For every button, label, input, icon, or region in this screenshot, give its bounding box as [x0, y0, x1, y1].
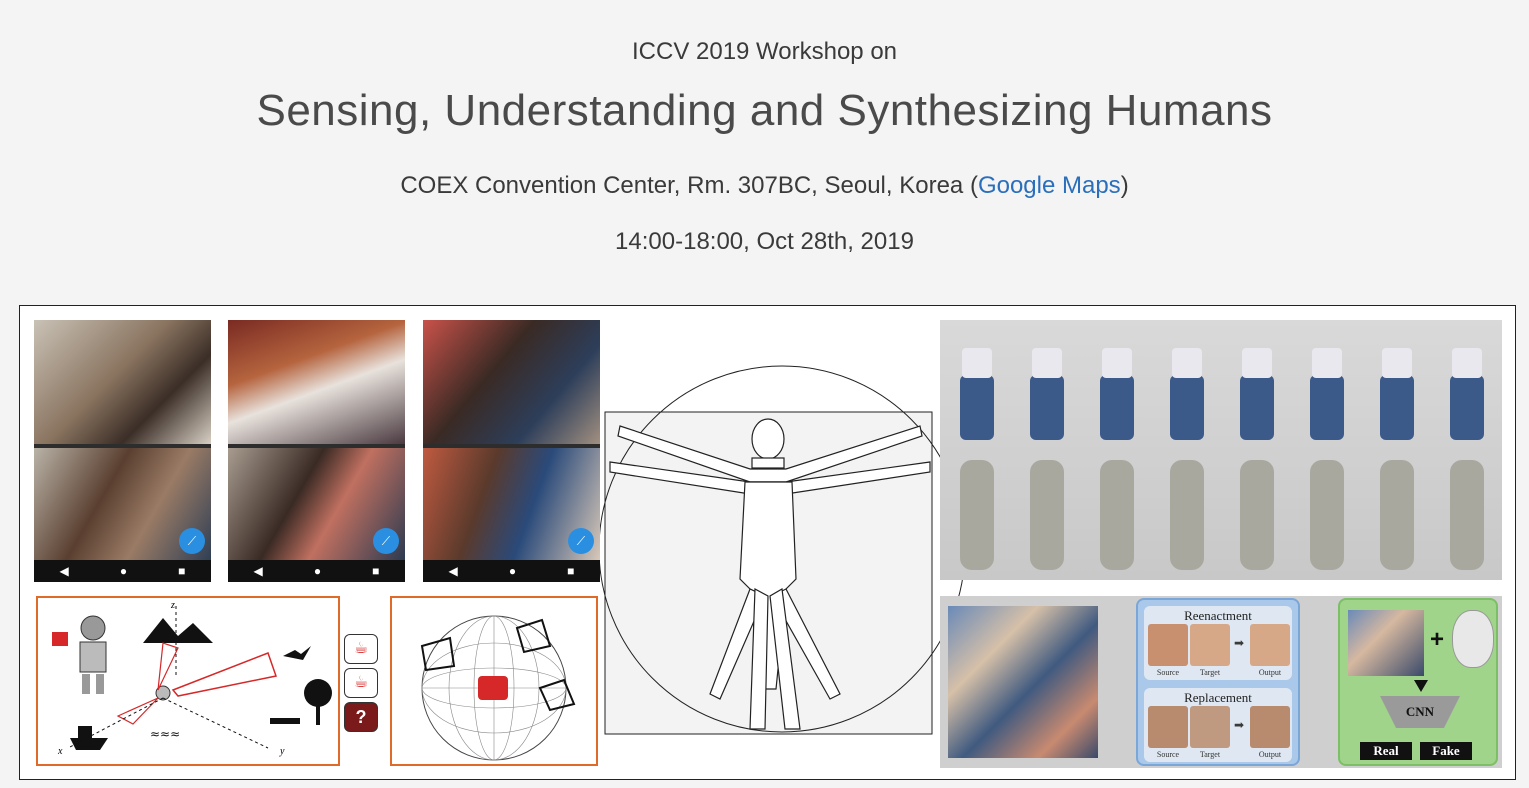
plus-sign: + [1430, 626, 1445, 653]
back-icon: ◀ [253, 564, 263, 578]
android-navbar [423, 560, 600, 582]
down-arrow-icon [1414, 680, 1428, 692]
output-caption: Output [1258, 668, 1282, 677]
share-icon: ⟋ [568, 528, 594, 554]
news-photo-collage [948, 606, 1098, 758]
tree-icon [304, 679, 332, 707]
venue-line [0, 172, 1529, 200]
cup-option-button: ☕ [344, 668, 378, 698]
output-face [1250, 624, 1290, 666]
face-forgery-pipeline [940, 596, 1502, 768]
cnn-classifier-panel [1338, 598, 1498, 766]
phone-screenshot-1 [34, 320, 211, 582]
view-frustum [173, 653, 276, 696]
cnn-label: CNN [1405, 704, 1435, 719]
fake-label: Fake [1420, 742, 1472, 760]
source-face [1148, 706, 1188, 748]
family-photo [228, 320, 405, 444]
family-photo [423, 320, 600, 444]
viewpoint-sphere-diagram [390, 596, 598, 766]
bench-icon [270, 718, 300, 724]
venue-text: COEX Convention Center, Rm. 307BC, Seoul, Korea ( [400, 172, 978, 199]
back-icon: ◀ [448, 564, 458, 578]
y-axis-label: y [280, 746, 285, 757]
target-face [1190, 624, 1230, 666]
x-axis-label: x [58, 746, 63, 757]
robot-icon [52, 616, 106, 694]
source-caption: Source [1156, 750, 1180, 759]
replacement-box [1144, 688, 1292, 762]
human-body-shape-grid [940, 320, 1502, 580]
target-caption: Target [1199, 668, 1221, 677]
home-icon: ● [508, 564, 517, 578]
android-navbar [228, 560, 405, 582]
camera-diagram-svg [38, 598, 338, 764]
workshop-subtitle: ICCV 2019 Workshop on [631, 38, 898, 65]
output-caption: Output [1258, 750, 1282, 759]
share-icon: ⟋ [373, 528, 399, 554]
reenactment-replacement-panel [1136, 598, 1300, 766]
real-label: Real [1360, 742, 1412, 760]
target-caption: Target [1199, 750, 1221, 759]
share-icon: ⟋ [179, 528, 205, 554]
banner-image [19, 305, 1516, 780]
phone-screenshot-2 [228, 320, 405, 582]
source-face [1148, 624, 1188, 666]
camera-icon [517, 620, 550, 652]
bird-icon [283, 646, 311, 660]
back-icon: ◀ [59, 564, 69, 578]
vitruvian-man-illustration [600, 334, 970, 754]
z-axis-label: z [171, 600, 175, 611]
cup-icon [478, 676, 508, 700]
target-face [1190, 706, 1230, 748]
recent-icon: ■ [567, 564, 575, 578]
family-photo [34, 320, 211, 444]
camera-icon [540, 680, 574, 710]
output-face [1250, 706, 1290, 748]
vitruvian-svg [600, 334, 970, 754]
fake-image-collage [1348, 610, 1424, 676]
reenactment-box [1144, 606, 1292, 680]
home-icon: ● [119, 564, 128, 578]
replacement-label: Replacement [1184, 690, 1252, 705]
recent-icon: ■ [178, 564, 186, 578]
mountain-icon [143, 618, 213, 643]
recent-icon: ■ [372, 564, 380, 578]
body-shapes-svg [940, 320, 1502, 580]
cup-option-button: ☕ [344, 634, 378, 664]
face-mask-3d [1452, 610, 1494, 668]
camera-pose-diagram [36, 596, 340, 766]
event-time: 14:00-18:00, Oct 28th, 2019 [615, 228, 914, 255]
page-title: Sensing, Understanding and Synthesizing Humans [256, 86, 1273, 135]
svg-text:≈≈≈: ≈≈≈ [150, 727, 181, 741]
venue-suffix: ) [1120, 172, 1129, 199]
google-maps-link[interactable]: Google Maps [977, 172, 1121, 199]
reenactment-label: Reenactment [1184, 608, 1252, 623]
source-caption: Source [1156, 668, 1180, 677]
android-navbar [34, 560, 211, 582]
phone-screenshot-3 [423, 320, 600, 582]
arrow-icon: ➡ [1234, 718, 1245, 732]
arrow-icon: ➡ [1234, 636, 1245, 650]
unknown-option-button: ? [344, 702, 378, 732]
home-icon: ● [313, 564, 322, 578]
sphere-svg [392, 598, 596, 764]
